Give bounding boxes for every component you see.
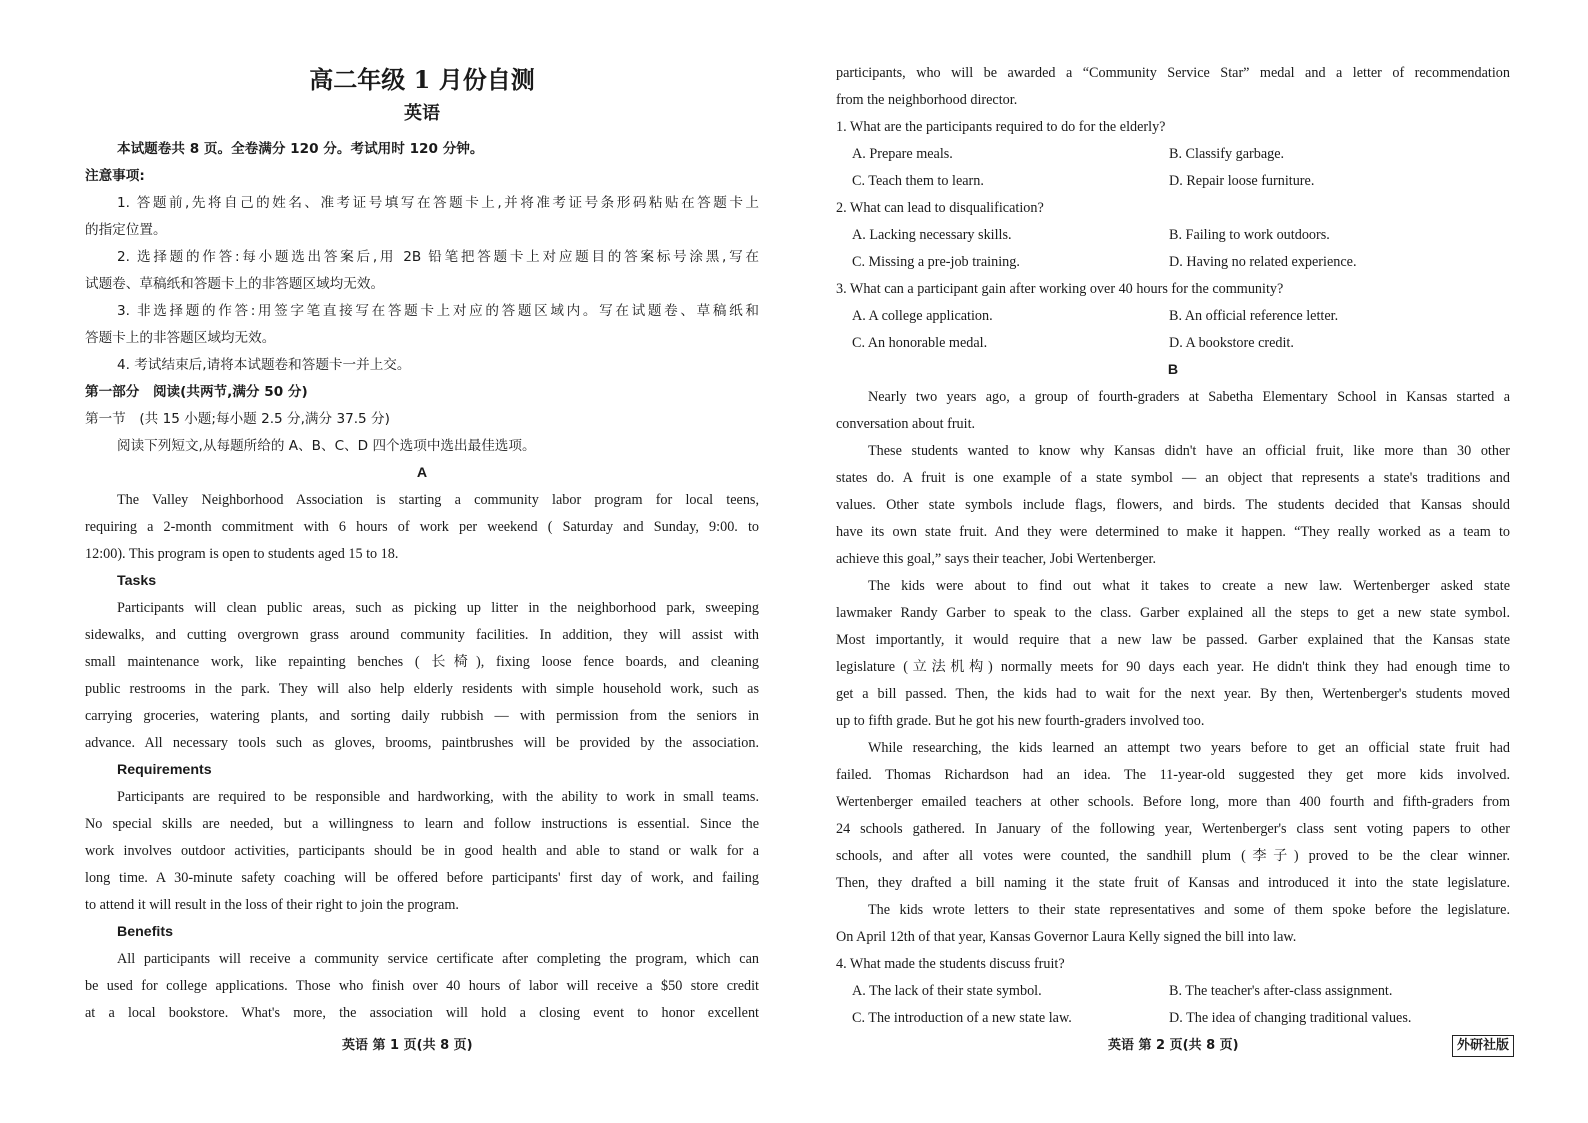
exam-intro: 本试题卷共 8 页。全卷满分 120 分。考试用时 120 分钟。 bbox=[117, 141, 484, 157]
passage-line: Then, they drafted a bill naming it the state fruit of Kansas and introduced it into the state legislature. bbox=[836, 875, 1510, 891]
passage-line: No special skills are needed, but a willingness to learn and follow instructions is essential. Since the bbox=[85, 816, 759, 832]
passage-line: participants, who will be awarded a “Community Service Star” medal and a letter of recommendation bbox=[836, 65, 1510, 81]
option: C. An honorable medal. bbox=[852, 335, 988, 351]
notice-line: 3. 非选择题的作答:用签字笔直接写在答题卡上对应的答题区域内。写在试题卷、草稿纸和 bbox=[117, 303, 759, 319]
passage-line: long time. A 30-minute safety coaching will be offered before participants' first day of work, and failing bbox=[85, 870, 759, 886]
exam-title: 高二年级 1 月份自测 bbox=[309, 65, 535, 94]
option: D. A bookstore credit. bbox=[1169, 335, 1294, 351]
passage-line: Most importantly, it would require that a new law be passed. Garber explained that the Kansas state bbox=[836, 632, 1510, 648]
passage-line: from the neighborhood director. bbox=[836, 92, 1018, 108]
passage-line: failed. Thomas Richardson had an idea. The 11-year-old suggested they get more kids involved. bbox=[836, 767, 1510, 783]
passage-line: On April 12th of that year, Kansas Governor Laura Kelly signed the bill into law. bbox=[836, 929, 1297, 945]
option: D. Having no related experience. bbox=[1169, 254, 1357, 270]
question-stem: 4. What made the students discuss fruit? bbox=[836, 956, 1065, 972]
passage-line: The kids were about to find out what it takes to create a new law. Wertenberger asked state bbox=[868, 578, 1510, 594]
passage-line: 24 schools gathered. In January of the following year, Wertenberger's class sent voting papers to other bbox=[836, 821, 1510, 837]
page-footer: 英语 第 1 页(共 8 页) bbox=[342, 1038, 473, 1053]
tasks-heading: Tasks bbox=[117, 573, 157, 589]
passage-line: to attend it will result in the loss of their right to join the program. bbox=[85, 897, 459, 913]
option: A. A college application. bbox=[852, 308, 993, 324]
notice-line: 4. 考试结束后,请将本试题卷和答题卡一并上交。 bbox=[117, 357, 411, 373]
notice-line: 答题卡上的非答题区域均无效。 bbox=[85, 330, 276, 346]
option: A. The lack of their state symbol. bbox=[852, 983, 1042, 999]
option: A. Lacking necessary skills. bbox=[852, 227, 1012, 243]
passage-line: advance. All necessary tools such as gloves, brooms, paintbrushes will be provided by the association. bbox=[85, 735, 759, 751]
passage-line: states do. A fruit is one example of a state symbol — an object that represents a state's traditions and bbox=[836, 470, 1510, 486]
passage-line: sidewalks, and cutting overgrown grass around community facilities. In addition, they will assist with bbox=[85, 627, 759, 643]
question-stem: 3. What can a participant gain after working over 40 hours for the community? bbox=[836, 281, 1284, 297]
passage-line: get a bill passed. Then, the kids had to wait for the next year. By then, Wertenberger's students moved bbox=[836, 686, 1510, 702]
option: D. Repair loose furniture. bbox=[1169, 173, 1315, 189]
passage-line: All participants will receive a community service certificate after completing the program, which can bbox=[117, 951, 759, 967]
notice-line: 2. 选择题的作答:每小题选出答案后,用 2B 铅笔把答题卡上对应题目的答案标号涂黑,写在 bbox=[117, 249, 759, 265]
question-stem: 1. What are the participants required to do for the elderly? bbox=[836, 119, 1166, 135]
passage-line: carrying groceries, watering plants, and sorting daily rubbish — with permission from the seniors in bbox=[85, 708, 759, 724]
passage-line: conversation about fruit. bbox=[836, 416, 976, 432]
passage-line: be used for college applications. Those who finish over 40 hours of labor will receive a $50 store credit bbox=[85, 978, 759, 994]
exam-subject: 英语 bbox=[404, 103, 440, 124]
passage-line: Nearly two years ago, a group of fourth-graders at Sabetha Elementary School in Kansas started a bbox=[868, 389, 1510, 405]
passage-line: Participants will clean public areas, such as picking up litter in the neighborhood park, sweeping bbox=[117, 600, 759, 616]
notice-line: 试题卷、草稿纸和答题卡上的非答题区域均无效。 bbox=[85, 276, 385, 292]
passage-a-label: A bbox=[416, 465, 428, 481]
option: D. The idea of changing traditional values. bbox=[1169, 1010, 1412, 1026]
passage-line: requiring a 2-month commitment with 6 hours of work per weekend ( Saturday and Sunday, 9:00. to bbox=[85, 519, 759, 535]
passage-line: schools, and after all votes were counted, the sandhill plum (李子) proved to be the clear winner. bbox=[836, 848, 1510, 864]
section-heading: 第一节 (共 15 小题;每小题 2.5 分,满分 37.5 分) bbox=[85, 411, 390, 427]
passage-line: The kids wrote letters to their state representatives and some of them spoke before the legislature. bbox=[868, 902, 1510, 918]
option: C. Missing a pre-job training. bbox=[852, 254, 1020, 270]
benefits-heading: Benefits bbox=[117, 924, 173, 940]
option: C. The introduction of a new state law. bbox=[852, 1010, 1072, 1026]
passage-line: up to fifth grade. But he got his new fourth-graders involved too. bbox=[836, 713, 1205, 729]
requirements-heading: Requirements bbox=[117, 762, 212, 778]
page-footer: 英语 第 2 页(共 8 页) bbox=[1108, 1038, 1239, 1053]
passage-line: lawmaker Randy Garber to speak to the class. Garber explained all the steps to get a new state symbol. bbox=[836, 605, 1510, 621]
passage-line: While researching, the kids learned an attempt two years before to get an official state fruit had bbox=[868, 740, 1510, 756]
notice-line: 的指定位置。 bbox=[85, 222, 167, 238]
passage-line: at a local bookstore. What's more, the association will hold a closing event to honor excellent bbox=[85, 1005, 759, 1021]
passage-line: 12:00). This program is open to students aged 15 to 18. bbox=[85, 546, 399, 562]
option: C. Teach them to learn. bbox=[852, 173, 984, 189]
part-heading: 第一部分 阅读(共两节,满分 50 分) bbox=[85, 384, 308, 400]
passage-line: These students wanted to know why Kansas didn't have an official fruit, like more than 30 other bbox=[868, 443, 1510, 459]
publisher-badge: 外研社版 bbox=[1452, 1035, 1514, 1057]
option: A. Prepare meals. bbox=[852, 146, 953, 162]
reading-instruction: 阅读下列短文,从每题所给的 A、B、C、D 四个选项中选出最佳选项。 bbox=[117, 438, 536, 454]
passage-line: legislature (立法机构) normally meets for 90 days each year. He didn't think they had enough time to bbox=[836, 659, 1510, 675]
question-stem: 2. What can lead to disqualification? bbox=[836, 200, 1044, 216]
passage-b-label: B bbox=[1167, 362, 1179, 378]
passage-line: public restrooms in the park. They will also help elderly residents with simple household work, such as bbox=[85, 681, 759, 697]
passage-line: The Valley Neighborhood Association is starting a community labor program for local teens, bbox=[117, 492, 759, 508]
option: B. An official reference letter. bbox=[1169, 308, 1339, 324]
notice-heading: 注意事项: bbox=[85, 168, 145, 184]
passage-line: small maintenance work, like repainting benches ( 长椅), fixing loose fence boards, and cleaning bbox=[85, 654, 759, 670]
passage-line: achieve this goal,” says their teacher, Jobi Wertenberger. bbox=[836, 551, 1157, 567]
notice-line: 1. 答题前,先将自己的姓名、准考证号填写在答题卡上,并将准考证号条形码粘贴在答题卡上 bbox=[117, 195, 759, 211]
passage-line: Participants are required to be responsible and hardworking, with the ability to work in small teams. bbox=[117, 789, 759, 805]
passage-line: work involves outdoor activities, participants should be in good health and able to stand or walk for a bbox=[85, 843, 759, 859]
option: B. Classify garbage. bbox=[1169, 146, 1285, 162]
passage-line: Wertenberger emailed teachers at other schools. Before long, more than 400 fourth and fifth-graders from bbox=[836, 794, 1510, 810]
option: B. The teacher's after-class assignment. bbox=[1169, 983, 1393, 999]
passage-line: have its own state fruit. And they were determined to make it happen. “They really worked as a team to bbox=[836, 524, 1510, 540]
option: B. Failing to work outdoors. bbox=[1169, 227, 1330, 243]
passage-line: values. Other state symbols include flags, flowers, and birds. The students decided that Kansas should bbox=[836, 497, 1510, 513]
